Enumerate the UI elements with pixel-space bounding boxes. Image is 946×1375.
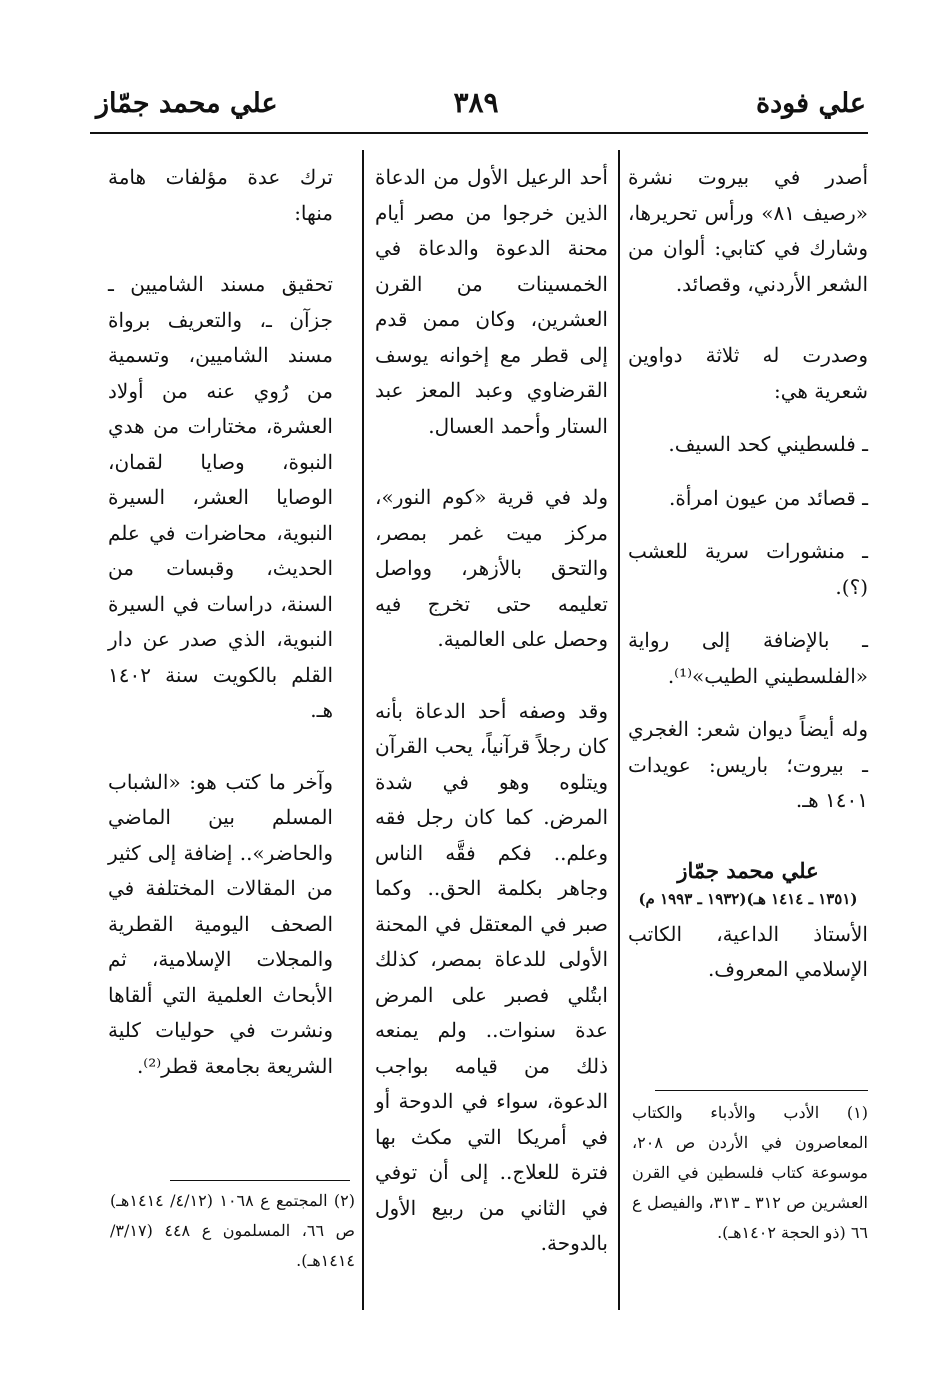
- paragraph: تحقيق مسند الشاميين ـ جزآن ـ، والتعريف برواة مسند الشاميين، وتسمية من رُوي عنه من أولاد العشرة، مختارات من هدي النبوة، وصايا لقمان، الوصايا العشر، السيرة النبوية، محاضرات في علم الحديث، وقبسات من السنة، دراسات في السيرة النبوية، الذي صدر عن دار القلم بالكويت سنة ١٤٠٢ هـ.: [108, 272, 333, 722]
- footnote-rule: [655, 1090, 868, 1091]
- footnote-2: (٢) المجتمع ع ١٠٦٨ (٤/١٢/ ١٤١٤هـ) ص ٦٦، المسلمون ع ٤٤٨ (٣/١٧/ ١٤١٤هـ).: [110, 1191, 356, 1270]
- paragraph: وقد وصفه أحد الدعاة بأنه كان رجلاً قرآنياً، يحب القرآن ويتلوه وهو في شدة المرض. كما كان رجل فقه وعلم.. فكم فقَّه الناس وجاهر بكلمة الحق.. وكما صبر في المعتقل في المحنة الأولى للدعاة بمصر، كذلك ابتُلي فصبر على المرض عدة سنوات.. ولم يمنعه ذلك من قيامه بواجب الدعوة، سواء في الدوحة أو في أمريكا التي مكث بها فترة للعلاج.. إلى أن توفي في الثاني من ربيع الأول بالدوحة.: [375, 698, 608, 1255]
- running-head-left: علي محمد جمّاز: [96, 88, 278, 119]
- list-item: ـ قصائد من عيون امرأة.: [669, 485, 868, 510]
- paragraph: وصدرت له ثلاثة دواوين شعرية هي:: [628, 343, 868, 403]
- list-item: ـ منشورات سرية للعشب (؟).: [628, 539, 868, 599]
- paragraph: أصدر في بيروت نشرة «رصيف ٨١» ورأس تحريرها، وشارك في كتابي: ألوان من الشعر الأردني، وقصائد.: [628, 165, 868, 296]
- column-right: [628, 160, 868, 1024]
- page-number: ٣٨٩: [453, 86, 499, 119]
- list-item: ـ بالإضافة إلى رواية «الفلسطيني الطيب»⁽¹⁾.: [628, 628, 868, 688]
- footnote-1: (١) الأدب والأدباء والكتاب المعاصرون في الأردن ص ٢٠٨، موسوعة كتاب فلسطين في القرن العشرين ص ٣١٢ ـ ٣١٣، والفيصل ع ٦٦ (ذو الحجة ١٤٠٢هـ).: [632, 1103, 868, 1242]
- column-middle: [375, 160, 608, 1298]
- column-left: [108, 160, 333, 1120]
- paragraph: أحد الرعيل الأول من الدعاة الذين خرجوا من مصر أيام محنة الدعوة والدعاة في الخمسينات من القرن العشرين، وكان ممن قدم إلى قطر مع إخوانه يوسف القرضاوي وعبد المعز عبد الستار وأحمد العسال.: [375, 165, 608, 438]
- paragraph: وآخر ما كتب هو: «الشباب المسلم بين الماضي والحاضر».. إضافة إلى كثير من المقالات المختلفة في الصحف اليومية القطرية والمجلات الإسلامية، ثم الأبحاث العلمية التي ألقاها ونشرت في حوليات كلية الشريعة بجامعة قطر⁽²⁾.: [108, 769, 333, 1078]
- running-head-right: علي فودة: [756, 88, 866, 119]
- paragraph: وله أيضاً ديوان شعر: الغجري ـ بيروت؛ باريس: عويدات ١٤٠١ هـ.: [628, 717, 868, 812]
- paragraph: الأستاذ الداعية، الكاتب الإسلامي المعروف.: [628, 921, 868, 981]
- biography-name: علي محمد جمّاز: [677, 857, 819, 883]
- biography-dates: (١٣٥١ ـ ١٤١٤ هـ)(١٩٣٢ ـ ١٩٩٣ م): [638, 889, 858, 908]
- page-header: [86, 78, 866, 128]
- paragraph: ولد في قرية «كوم النور»، مركز ميت غمر بمصر، والتحق بالأزهر، وواصل تعليمه حتى تخرج فيه وحصل على العالمية.: [375, 485, 608, 651]
- paragraph: ترك عدة مؤلفات هامة منها:: [108, 165, 333, 225]
- column-divider: [362, 150, 364, 1310]
- footnote-rule: [170, 1180, 350, 1181]
- list-item: ـ فلسطيني كحد السيف.: [668, 432, 868, 456]
- column-divider: [618, 150, 620, 1310]
- header-rule: [90, 132, 868, 134]
